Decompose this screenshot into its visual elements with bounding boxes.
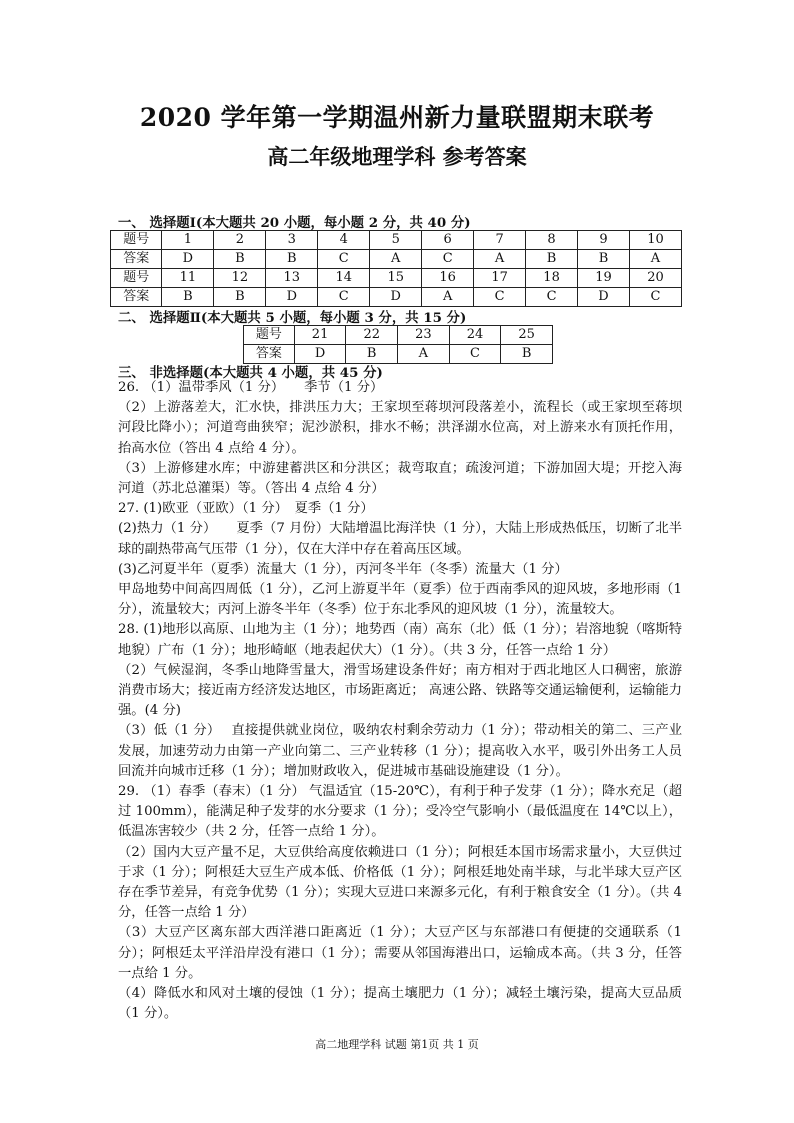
answer-table-choice-2 xyxy=(243,325,553,364)
table-cell: B xyxy=(346,345,398,364)
answer-paragraph: 28. (1)地形以高原、山地为主（1 分）；地势西（南）高东（北）低（1 分）；岩溶地貌（喀斯特地貌）广布（1 分）；地形崎岖（地表起伏大）（1 分）。（共 3 分，任答一点给 1 分） xyxy=(118,622,682,658)
table-cell: 24 xyxy=(449,326,501,345)
table-row-header: 答案 xyxy=(111,250,162,269)
table-cell: 23 xyxy=(398,326,450,345)
section-heading-choice-2: 二、 选择题Ⅱ(本大题共 5 小题，每小题 3 分，共 15 分) xyxy=(118,310,467,326)
table-cell: B xyxy=(162,288,214,307)
table-cell: D xyxy=(370,288,422,307)
table-cell: B xyxy=(214,288,266,307)
table-cell: 19 xyxy=(578,269,630,288)
table-cell: A xyxy=(370,250,422,269)
section-heading-non-choice: 三、 非选择题(本大题共 4 小题，共 45 分) xyxy=(118,365,383,381)
table-cell: 21 xyxy=(294,326,346,345)
table-cell: 2 xyxy=(214,231,266,250)
table-cell: 8 xyxy=(526,231,578,250)
answer-paragraph: （2）上游落差大，汇水快，排洪压力大；王家坝至蒋坝河段落差小，流程长（或王家坝至蒋坝河段比降小）；河道弯曲狭窄；泥沙淤积，排水不畅；洪泽湖水位高，对上游来水有顶托作用，抬高水位（答出 4 点给 4 分）。 xyxy=(118,400,682,456)
section-heading-choice-1: 一、 选择题Ⅰ(本大题共 20 小题，每小题 2 分，共 40 分) xyxy=(118,215,471,231)
table-row-header: 答案 xyxy=(111,288,162,307)
table-cell: B xyxy=(501,345,553,364)
table-cell: 7 xyxy=(474,231,526,250)
table-row-header: 题号 xyxy=(244,326,295,345)
answer-paragraph: 26. （1）温带季风（1 分） 季节（1 分） xyxy=(118,380,384,395)
table-cell: 13 xyxy=(266,269,318,288)
table-cell: D xyxy=(162,250,214,269)
table-cell: 3 xyxy=(266,231,318,250)
table-cell: C xyxy=(526,288,578,307)
table-row xyxy=(111,231,682,250)
answer-text-block xyxy=(118,378,682,1025)
table-cell: D xyxy=(266,288,318,307)
answer-paragraph: (2)热力（1 分） 夏季（7 月份）大陆增温比海洋快（1 分），大陆上形成热低压，切断了北半球的副热带高气压带（1 分），仅在大洋中存在着高压区域。 xyxy=(118,521,682,557)
table-row xyxy=(244,345,553,364)
table-cell: D xyxy=(294,345,346,364)
table-cell: 11 xyxy=(162,269,214,288)
table-cell: 15 xyxy=(370,269,422,288)
answer-paragraph: 27. (1)欧亚（亚欧）（1 分） 夏季（1 分） xyxy=(118,501,374,517)
table-row xyxy=(111,269,682,288)
page-title: 2020 学年第一学期温州新力量联盟期末联考 xyxy=(139,103,655,132)
table-cell: 18 xyxy=(526,269,578,288)
answer-paragraph: 甲岛地势中间高四周低（1 分），乙河上游夏半年（夏季）位于西南季风的迎风坡，多地形雨（1 分），流量较大；丙河上游冬半年（冬季）位于东北季风的迎风坡（1 分），流量较大。 xyxy=(118,582,682,618)
table-cell: A xyxy=(398,345,450,364)
table-cell: B xyxy=(214,250,266,269)
answer-paragraph: 29. （1）春季（春末）（1 分） 气温适宜（15-20℃），有利于种子发芽（1 分）；降水充足（超过 100mm），能满足种子发芽的水分要求（1 分）；受冷空气影响小（最低温度在 14℃以上），低温冻害较少（共 2 分，任答一点给 1 分）。 xyxy=(118,784,682,840)
answer-paragraph: （2）国内大豆产量不足，大豆供给高度依赖进口（1 分）；阿根廷本国市场需求量小，大豆供过于求（1 分）；阿根廷大豆生产成本低、价格低（1 分）；阿根廷地处南半球，与北半球大豆产区存在季节差异，有竞争优势（1 分）；实现大豆进口来源多元化，有利于粮食安全（1 分）。（共 4 分，任答一点给 1 分） xyxy=(118,844,682,921)
table-cell: C xyxy=(630,288,682,307)
table-cell: C xyxy=(318,288,370,307)
table-cell: 10 xyxy=(630,231,682,250)
table-cell: 6 xyxy=(422,231,474,250)
table-cell: 1 xyxy=(162,231,214,250)
table-row-header: 题号 xyxy=(111,269,162,288)
table-row xyxy=(111,250,682,269)
table-cell: A xyxy=(422,288,474,307)
table-cell: 25 xyxy=(501,326,553,345)
page-subtitle: 高二年级地理学科 参考答案 xyxy=(267,144,527,169)
answer-paragraph: （3）上游修建水库；中游建蓄洪区和分洪区；裁弯取直；疏浚河道；下游加固大堤；开挖入海河道（苏北总灌渠）等。（答出 4 点给 4 分） xyxy=(118,460,682,497)
table-cell: 20 xyxy=(630,269,682,288)
table-cell: A xyxy=(474,250,526,269)
table-cell: B xyxy=(526,250,578,269)
table-row xyxy=(111,288,682,307)
table-cell: 17 xyxy=(474,269,526,288)
table-cell: C xyxy=(318,250,370,269)
answer-paragraph: （2）气候湿润，冬季山地降雪量大，滑雪场建设条件好；南方相对于西北地区人口稠密，旅游消费市场大；接近南方经济发达地区，市场距离近； 高速公路、铁路等交通运输便利，运输能力强。(4 分) xyxy=(118,662,682,719)
table-cell: C xyxy=(422,250,474,269)
table-cell: A xyxy=(630,250,682,269)
table-row-header: 题号 xyxy=(111,231,162,250)
table-cell: 14 xyxy=(318,269,370,288)
table-cell: 12 xyxy=(214,269,266,288)
table-row-header: 答案 xyxy=(244,345,295,364)
table-cell: B xyxy=(578,250,630,269)
table-cell: 16 xyxy=(422,269,474,288)
answer-paragraph: （3）低（1 分） 直接提供就业岗位，吸纳农村剩余劳动力（1 分）；带动相关的第二、三产业发展，加速劳动力由第一产业向第二、三产业转移（1 分）；提高收入水平，吸引外出务工人员回流并向城市迁移（1 分）；增加财政收入，促进城市基础设施建设（1 分）。 xyxy=(118,723,682,779)
table-cell: D xyxy=(578,288,630,307)
table-cell: 9 xyxy=(578,231,630,250)
page-footer: 高二地理学科 试题 第1页 共 1 页 xyxy=(315,1038,479,1051)
table-cell: 22 xyxy=(346,326,398,345)
table-cell: C xyxy=(449,345,501,364)
answer-table-choice-1 xyxy=(110,230,682,307)
table-cell: 4 xyxy=(318,231,370,250)
table-row xyxy=(244,326,553,345)
table-cell: B xyxy=(266,250,318,269)
answer-paragraph: （4）降低水和风对土壤的侵蚀（1 分）；提高土壤肥力（1 分）；减轻土壤污染，提高大豆品质（1 分）。 xyxy=(118,986,682,1022)
table-cell: C xyxy=(474,288,526,307)
answer-paragraph: （3）大豆产区离东部大西洋港口距离近（1 分）；大豆产区与东部港口有便捷的交通联系（1 分）；阿根廷太平洋沿岸没有港口（1 分）；需要从邻国海港出口，运输成本高。（共 3 分，任答一点给 1 分。 xyxy=(118,925,682,981)
answer-paragraph: (3)乙河夏半年（夏季）流量大（1 分），丙河冬半年（冬季）流量大（1 分） xyxy=(118,561,568,577)
table-cell: 5 xyxy=(370,231,422,250)
